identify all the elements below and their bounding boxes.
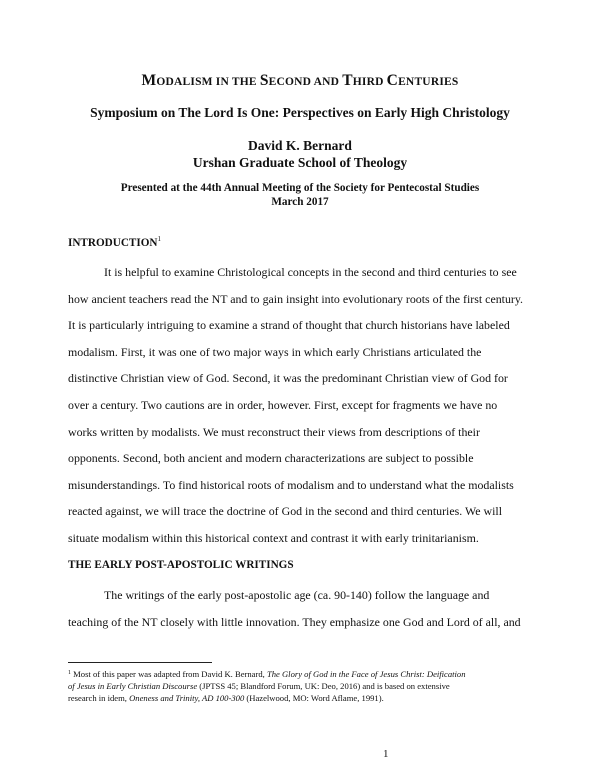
author-affiliation: Urshan Graduate School of Theology (192, 155, 408, 170)
text-line: It is helpful to examine Christological concepts in the second and third centuries to see (104, 265, 517, 279)
page-number: 1 (383, 748, 389, 760)
section-heading-introduction: INTRODUCTION$^1$ (68, 235, 162, 249)
footnote-number: 1 (68, 670, 71, 676)
author-block (0, 137, 600, 171)
text-line: over a century. Two cautions are in order, however. First, except for fragments we have no (68, 397, 498, 412)
section-heading-early-post-apostolic: THE EARLY POST-APOSTOLIC WRITINGS (68, 559, 294, 571)
paper-subtitle: Symposium on The Lord Is One: Perspectives on Early High Christology (90, 105, 510, 120)
presentation-date: March 2017 (271, 196, 329, 208)
text-line: reacted against, we will trace the doctrine of God in the second and third centuries. We will (68, 504, 503, 519)
text-line: opponents. Second, both ancient and modern characterizations are subject to possible (68, 451, 474, 466)
post-apostolic-paragraph (68, 582, 538, 635)
text-line: It is particularly intriguing to examine a strand of thought that church historians have labeled (68, 318, 510, 333)
introduction-paragraph (68, 259, 538, 552)
text-line: distinctive Christian view of God. Second, it was the predominant Christian view of God for (68, 371, 508, 386)
footnote-line: research in idem, Oneness and Trinity, AD 100-300 (Hazelwood, MO: Word Aflame, 1991). (68, 693, 384, 703)
text-line: works written by modalists. We must reconstruct their views from descriptions of their (68, 424, 480, 439)
text-line: situate modalism within this historical context and contrast it with early trinitarianism. (68, 530, 479, 545)
presentation-venue: Presented at the 44th Annual Meeting of the Society for Pentecostal Studies (120, 182, 480, 194)
text-line: teaching of the NT closely with little innovation. They emphasize one God and Lord of all, and (68, 614, 521, 629)
footnote-line: of Jesus in Early Christian Discourse (JPTSS 45; Blandford Forum, UK: Deo, 2016) and is based on extensive (68, 681, 450, 691)
footnote-line: $^1$ Most of this paper was adapted from David K. Bernard, The Glory of God in the Face of Jesus Christ: Deification (68, 669, 466, 679)
presentation-info (0, 181, 600, 209)
footnote-divider (68, 662, 212, 663)
paper-title: MODALISM IN THE SECOND AND THIRD CENTURIES (141, 72, 459, 89)
text-line: how ancient teachers read the NT and to gain insight into evolutionary roots of the first century. (68, 291, 524, 306)
text-line: The writings of the early post-apostolic age (ca. 90-140) follow the language and (104, 588, 490, 602)
text-line: modalism. First, it was one of two major ways in which early Christians articulated the (68, 344, 482, 359)
author-name: David K. Bernard (248, 138, 352, 153)
footnote (68, 667, 538, 704)
text-line: misunderstandings. To find historical roots of modalism and to understand what the modalists (68, 477, 514, 492)
footnote-reference: 1 (157, 235, 162, 243)
